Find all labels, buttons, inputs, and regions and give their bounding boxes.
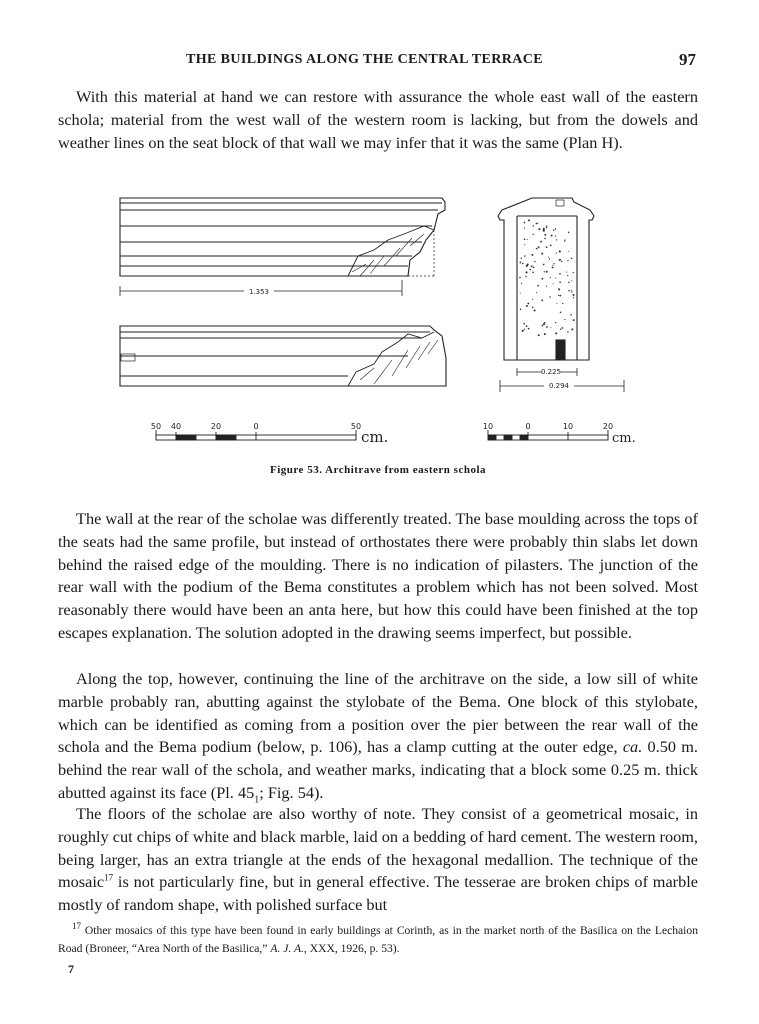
stipple-dot xyxy=(519,277,521,279)
scale-right-unit: cm. xyxy=(612,431,636,446)
signature-mark: 7 xyxy=(68,962,74,976)
stipple-dot xyxy=(549,296,550,297)
scale-left-tick-label: 40 xyxy=(170,422,182,431)
stipple-dot xyxy=(527,302,529,304)
stipple-dot xyxy=(546,225,547,226)
stipple-dot xyxy=(573,319,575,321)
stipple-dot xyxy=(560,328,562,330)
scale-right-tick-label: 20 xyxy=(602,422,614,431)
stipple-dot xyxy=(548,257,549,258)
stipple-dot xyxy=(567,260,568,261)
stipple-dot xyxy=(564,240,565,241)
stipple-dot xyxy=(555,235,556,236)
scale-right-tick-label: 10 xyxy=(482,422,494,431)
stipple-dot xyxy=(562,303,563,304)
paragraph-3-italic: ca. xyxy=(622,737,643,757)
page-number: 97 xyxy=(679,50,696,69)
stipple-dot xyxy=(560,312,562,314)
stipple-dot xyxy=(555,277,556,278)
stipple-dot xyxy=(570,314,572,316)
stipple-dot xyxy=(571,258,573,260)
paragraph-4 xyxy=(58,803,698,917)
architrave-elevation-upper xyxy=(120,198,445,296)
stipple-dot xyxy=(543,323,545,325)
stipple-dot xyxy=(556,303,557,304)
stipple-dot xyxy=(540,241,542,243)
running-title: THE BUILDINGS ALONG THE CENTRAL TERRACE xyxy=(186,52,544,67)
stipple-dot xyxy=(536,223,538,225)
stipple-dot xyxy=(524,255,526,257)
stipple-dot xyxy=(537,223,538,224)
stipple-dot xyxy=(544,333,546,335)
stipple-dot xyxy=(546,271,548,273)
section-stipple xyxy=(519,219,574,336)
stipple-dot xyxy=(533,234,534,235)
paragraph-1 xyxy=(58,86,698,154)
stipple-dot xyxy=(543,228,545,230)
stipple-dot xyxy=(550,327,551,328)
stipple-dot xyxy=(529,269,531,271)
stipple-dot xyxy=(526,325,528,327)
stipple-dot xyxy=(552,265,553,266)
stipple-dot xyxy=(555,322,556,323)
stipple-dot xyxy=(544,238,546,240)
plate-subscript: 1 xyxy=(254,794,260,806)
stipple-dot xyxy=(526,305,528,307)
stipple-dot xyxy=(556,239,557,240)
stipple-dot xyxy=(541,278,543,280)
stipple-dot xyxy=(544,271,545,272)
stipple-dot xyxy=(546,286,547,287)
stipple-dot xyxy=(553,283,554,284)
paragraph-2-text: The wall at the rear of the scholae was differently treated. The base moulding across the tops of the seats had the same profile, but instead of orthostates there were probably thin slabs let down behind the raised edge of the moulding. There is no indication of pilasters. The junction of the rear wall with the podium of the Bema constitutes a problem which has not been solved. Most reasonably there would have been an anta here, but how this could have been finished at the top escapes explanation. The solution adopted in the drawing seems imperfect, but possible. xyxy=(58,509,698,642)
stipple-dot xyxy=(538,334,540,336)
stipple-dot xyxy=(525,276,527,278)
scale-left-tick-label: 20 xyxy=(210,422,222,431)
scale-right-tick-label: 10 xyxy=(562,422,574,431)
paragraph-4-text-cont: is not particularly fine, but in general effective. The tesserae are broken chips of marble mostly of random shape, with polished surface but xyxy=(58,872,698,915)
stipple-dot xyxy=(528,328,530,330)
stipple-dot xyxy=(567,331,568,332)
figure-caption: Figure 53. Architrave from eastern schola xyxy=(269,464,487,476)
stipple-dot xyxy=(524,329,525,330)
scale-left-tick-label: 0 xyxy=(253,422,259,431)
stipple-dot xyxy=(546,227,547,228)
scale-left-tick-label: 50 xyxy=(150,422,162,431)
stipple-dot xyxy=(553,229,554,230)
stipple-dot xyxy=(542,325,544,327)
stipple-dot xyxy=(559,273,561,275)
stipple-dot xyxy=(567,275,568,276)
stipple-dot xyxy=(538,228,540,230)
paragraph-3-text: Along the top, however, continuing the line of the architrave on the side, a low sill of white marble probably ran, abutting against the stylobate of the Bema. One block of this stylobate, which can be identified as coming from a position over the pier between the rear wall of the schola and the Bema podium (below, p. 106), has a clamp cutting at the outer edge, xyxy=(58,669,698,757)
stipple-dot xyxy=(520,293,521,294)
stipple-dot xyxy=(552,266,554,268)
stipple-dot xyxy=(522,263,524,265)
dimension-outer-label: 0.294 xyxy=(548,382,570,390)
stipple-dot xyxy=(523,323,525,325)
stipple-dot xyxy=(559,250,561,252)
paragraph-3-text-cont: 0.50 m. behind the rear wall of the schola, and weather marks, indicating that a block some 0.25 m. thick abutted against its face (Pl. 45 xyxy=(58,737,698,802)
stipple-dot xyxy=(532,307,533,308)
stipple-dot xyxy=(573,294,575,296)
scale-bar-left xyxy=(156,430,356,440)
stipple-dot xyxy=(546,246,548,248)
running-head xyxy=(58,50,698,72)
scale-left-tick-label: 50 xyxy=(350,422,362,431)
architrave-elevation-lower xyxy=(120,326,446,386)
stipple-dot xyxy=(550,277,551,278)
stipple-dot xyxy=(521,257,522,258)
stipple-dot xyxy=(566,272,567,273)
stipple-dot xyxy=(553,263,554,264)
footnote-journal: A. J. A. xyxy=(270,941,304,955)
stipple-dot xyxy=(527,264,529,266)
stipple-dot xyxy=(551,235,553,237)
stipple-dot xyxy=(555,228,557,230)
footnote-text: Other mosaics of this type have been found in early buildings at Corinth, as in the market north of the Basilica on the Lechaion Road (Broneer, “Area North of the Basilica,” xyxy=(58,924,698,955)
stipple-dot xyxy=(568,251,569,252)
stipple-dot xyxy=(532,272,534,274)
stipple-dot xyxy=(564,239,565,240)
scale-bar-right xyxy=(488,430,608,440)
scale-right-tick-label: 0 xyxy=(525,422,531,431)
paragraph-4-text: The floors of the scholae are also worthy of note. They consist of a geometrical mosaic, in roughly cut chips of white and black marble, laid on a bedding of hard cement. The western room, being larger, has an extra triangle at the ends of the hexagonal medallion. The technique of the mosaic xyxy=(58,804,698,892)
stipple-dot xyxy=(520,308,522,310)
stipple-dot xyxy=(541,253,543,255)
stipple-dot xyxy=(546,326,548,328)
stipple-dot xyxy=(571,290,572,291)
paragraph-3-text-end: ; Fig. 54). xyxy=(259,782,324,802)
stipple-dot xyxy=(560,295,562,297)
stipple-dot xyxy=(531,254,533,256)
stipple-dot xyxy=(573,272,574,273)
stipple-dot xyxy=(527,239,528,240)
stipple-dot xyxy=(537,285,539,287)
stipple-dot xyxy=(571,280,572,281)
stipple-dot xyxy=(568,290,569,291)
stipple-dot xyxy=(544,234,546,236)
stipple-dot xyxy=(528,219,530,221)
stipple-dot xyxy=(524,244,525,245)
stipple-dot xyxy=(573,297,574,298)
footnote-17 xyxy=(58,922,698,957)
stipple-dot xyxy=(522,330,524,332)
dimension-inner-label: 0.225 xyxy=(540,368,562,376)
stipple-dot xyxy=(536,292,537,293)
stipple-dot xyxy=(520,262,522,264)
stipple-dot xyxy=(541,300,543,302)
footnote-number: 17 xyxy=(72,921,81,932)
stipple-dot xyxy=(556,253,557,254)
stipple-dot xyxy=(562,327,564,329)
stipple-dot xyxy=(534,309,536,311)
stipple-dot xyxy=(533,267,535,269)
stipple-dot xyxy=(524,238,526,240)
stipple-dot xyxy=(568,232,569,233)
stipple-dot xyxy=(568,282,570,284)
stipple-dot xyxy=(549,258,550,259)
stipple-dot xyxy=(559,281,561,283)
stipple-dot xyxy=(534,261,535,262)
stipple-dot xyxy=(543,264,545,266)
paragraph-1-text: With this material at hand we can restore with assurance the whole east wall of the eastern schola; material from the west wall of the western room is lacking, but from the dowels and weather lines on the seat block of that wall we may infer that it was the same (Plan H). xyxy=(58,87,698,152)
stipple-dot xyxy=(571,328,573,330)
paragraph-2 xyxy=(58,508,698,645)
stipple-dot xyxy=(558,295,559,296)
stipple-dot xyxy=(561,261,562,262)
footnote-reference[interactable]: 17 xyxy=(104,872,114,883)
paragraph-3 xyxy=(58,668,698,812)
stipple-dot xyxy=(564,319,565,320)
figure-53 xyxy=(112,190,647,455)
stipple-dot xyxy=(532,265,533,266)
architrave-drawing xyxy=(112,190,647,455)
stipple-dot xyxy=(525,271,527,273)
scale-left-unit: cm. xyxy=(361,428,389,446)
stipple-dot xyxy=(571,291,572,292)
stipple-dot xyxy=(559,259,561,261)
stipple-dot xyxy=(524,222,526,224)
stipple-dot xyxy=(524,227,525,228)
stipple-dot xyxy=(538,246,540,248)
stipple-dot xyxy=(555,332,557,334)
architrave-section xyxy=(498,198,624,392)
stipple-dot xyxy=(558,288,560,290)
footnote-text-end: , XXX, 1926, p. 53). xyxy=(303,941,400,955)
stipple-dot xyxy=(536,248,538,250)
stipple-dot xyxy=(521,283,522,284)
stipple-dot xyxy=(550,245,552,247)
stipple-dot xyxy=(532,299,533,300)
stipple-dot xyxy=(532,225,533,226)
dimension-length-label: 1.353 xyxy=(248,288,270,296)
